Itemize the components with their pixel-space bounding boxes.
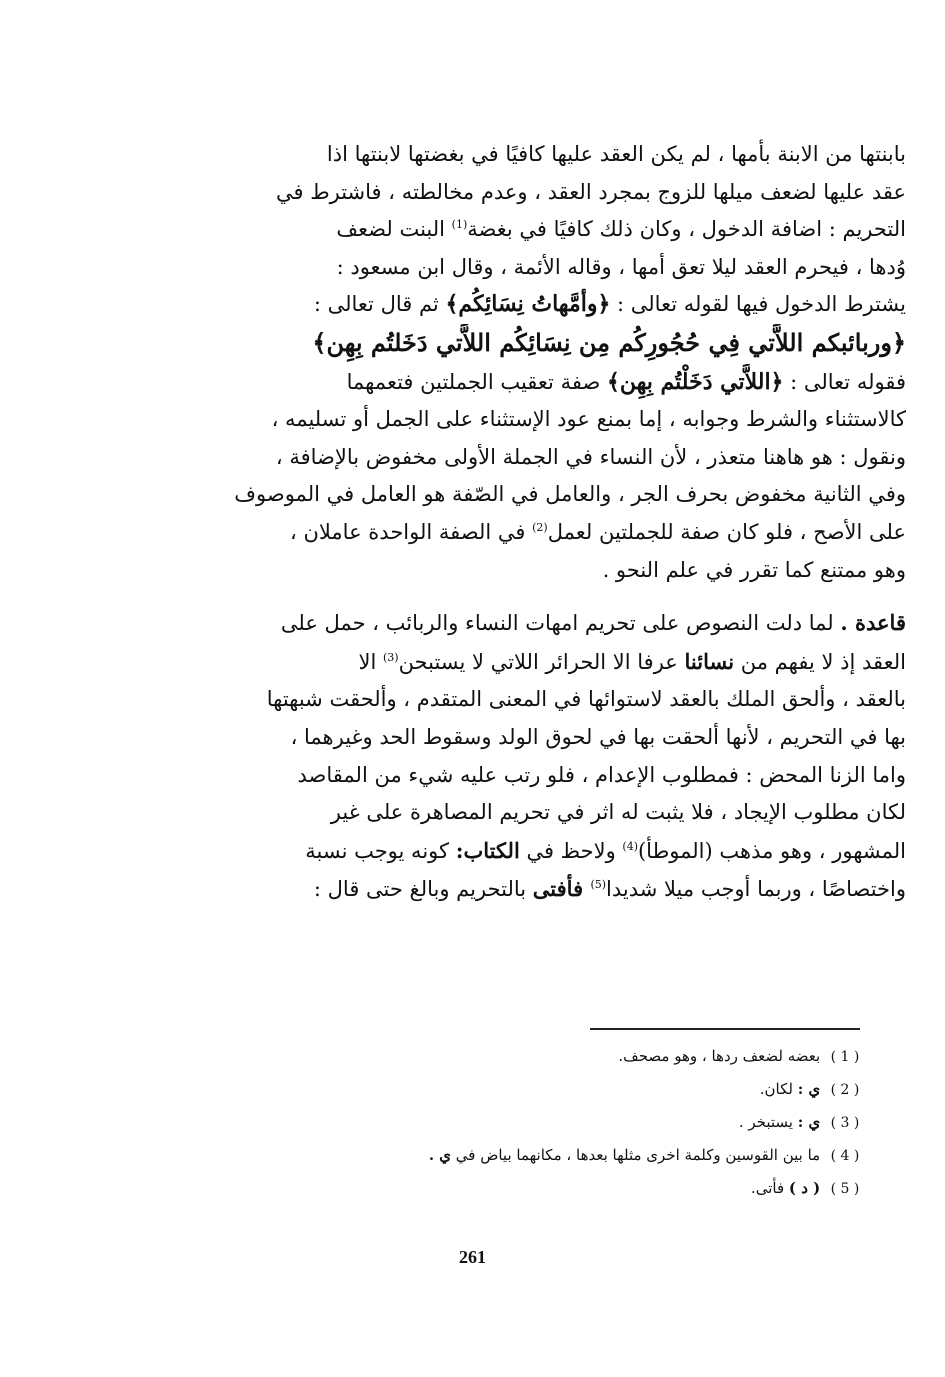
text-line: يشترط الدخول فيها لقوله تعالى : ﴿وأمَّهاتُ نِسَائِكُم﴾ ثم قال تعالى :	[313, 291, 906, 318]
footnote-ref: (2)	[532, 520, 548, 534]
footnote-ref: (3)	[382, 650, 399, 664]
page-number: 261	[459, 1247, 486, 1267]
quran-quote: ﴿وأمَّهاتُ نِسَائِكُم﴾	[445, 291, 611, 318]
footnote-text: فأتى.	[750, 1179, 789, 1197]
footnote	[300, 1172, 865, 1205]
text-line: وُدها ، فيحرم العقد ليلا تعق أمها ، وقاله الأئمة ، وقال ابن مسعود :	[336, 254, 906, 279]
section-heading: قاعدة .	[840, 610, 906, 636]
footnote-text: يستبخر .	[738, 1113, 798, 1131]
manuscript-siglum: ي :	[797, 1113, 821, 1131]
text-line: عقد عليها لضعف ميلها للزوج بمجرد العقد ، وعدم مخالطته ، فاشترط في	[276, 179, 906, 204]
footnote-text: ما بين القوسين وكلمة اخرى مثلها بعدها ، مكانهما بياض في	[451, 1146, 821, 1164]
footnote	[300, 1040, 865, 1073]
text-line: قاعدة . لما دلت النصوص على تحريم امهات النساء والربائب ، حمل على	[280, 610, 906, 636]
text-line: بها في التحريم ، لأنها ألحقت بها في لحوق الولد وسقوط الحد وغيرهما ،	[290, 724, 906, 749]
text-line: بابنتها من الابنة بأمها ، لم يكن العقد عليها كافيًا في بغضتها لابنتها اذا	[326, 142, 906, 166]
quran-verse-line	[162, 324, 906, 364]
footnote-text: بعضه لضعف ردها ، وهو مصحف.	[618, 1047, 821, 1065]
footnote-number: ( 4 )	[830, 1148, 860, 1164]
text-line: التحريم : اضافة الدخول ، وكان ذلك كافيًا في بغضة$^{(1)}$ البنت لضعف	[336, 217, 906, 242]
footnote-ref: (1)	[451, 218, 468, 232]
footnote-separator	[590, 1028, 860, 1030]
emphasis: فأفتى	[532, 876, 591, 902]
manuscript-siglum: ( د )	[788, 1179, 821, 1197]
footnote-number: ( 5 )	[830, 1181, 860, 1197]
quran-quote: ﴿وربائبكم اللاَّتي فِي حُجُورِكُم مِن نِسَائِكُم اللاَّتي دَخَلتُم بِهِن﴾	[312, 327, 906, 357]
footnote-number: ( 3 )	[830, 1115, 860, 1131]
footnote	[300, 1139, 865, 1172]
paragraph-1	[162, 136, 906, 589]
footnotes	[300, 1040, 865, 1205]
footnote	[300, 1073, 865, 1106]
manuscript-siglum: ي :	[797, 1080, 821, 1098]
text-line: واما الزنا المحض : فمطلوب الإعدام ، فلو رتب عليه شيء من المقاصد	[297, 762, 906, 787]
quran-quote: ﴿اللاَّتي دَخَلْتُم بِهِن﴾	[606, 368, 784, 395]
footnote-number: ( 2 )	[830, 1082, 860, 1098]
main-text	[162, 136, 906, 909]
footnote-text: لكان.	[759, 1080, 798, 1098]
emphasis: الكتاب:	[455, 837, 520, 863]
text-line: ونقول : هو هاهنا متعذر ، لأن النساء في الجملة الأولى مخفوض بالإضافة ،	[275, 444, 906, 469]
text-line: واختصاصًا ، وربما أوجب ميلا شديدا$^{(5)}$ فأفتى بالتحريم وبالغ حتى قال :	[313, 876, 906, 902]
text-line: وفي الثانية مخفوض بحرف الجر ، والعامل في الصّفة هو العامل في الموصوف	[234, 482, 906, 507]
footnote-number: ( 1 )	[830, 1049, 860, 1065]
text-line: على الأصح ، فلو كان صفة للجملتين لعمل$^{(2)}$ في الصفة الواحدة عاملان ،	[290, 519, 906, 544]
manuscript-siglum: ي .	[428, 1146, 452, 1164]
footnote	[300, 1106, 865, 1139]
text-line: لكان مطلوب الإيجاد ، فلا يثبت له اثر في تحريم المصاهرة على غير	[330, 800, 906, 825]
text-line: بالعقد ، وألحق الملك بالعقد لاستوائها في المعنى المتقدم ، وألحقت شبهتها	[266, 687, 906, 712]
footnote-ref: (5)	[590, 878, 607, 892]
text-line: وهو ممتنع كما تقرر في علم النحو .	[602, 557, 906, 582]
text-line: المشهور ، وهو مذهب (الموطأ)$^{(4)}$ ولاحظ في الكتاب: كونه يوجب نسبة	[305, 837, 906, 863]
paragraph-2	[162, 604, 906, 909]
emphasis: نسائنا	[684, 648, 735, 674]
text-line: العقد إذ لا يفهم من نسائنا عرفا الا الحرائر اللاتي لا يستبحن$^{(3)}$ الا	[358, 648, 906, 674]
text-line: فقوله تعالى : ﴿اللاَّتي دَخَلْتُم بِهِن﴾ صفة تعقيب الجملتين فتعمهما	[346, 368, 906, 395]
footnote-ref: (4)	[622, 839, 638, 853]
text-line: كالاستثناء والشرط وجوابه ، إما بمنع عود الإستثناء على الجمل أو تسليمه ،	[271, 407, 906, 432]
